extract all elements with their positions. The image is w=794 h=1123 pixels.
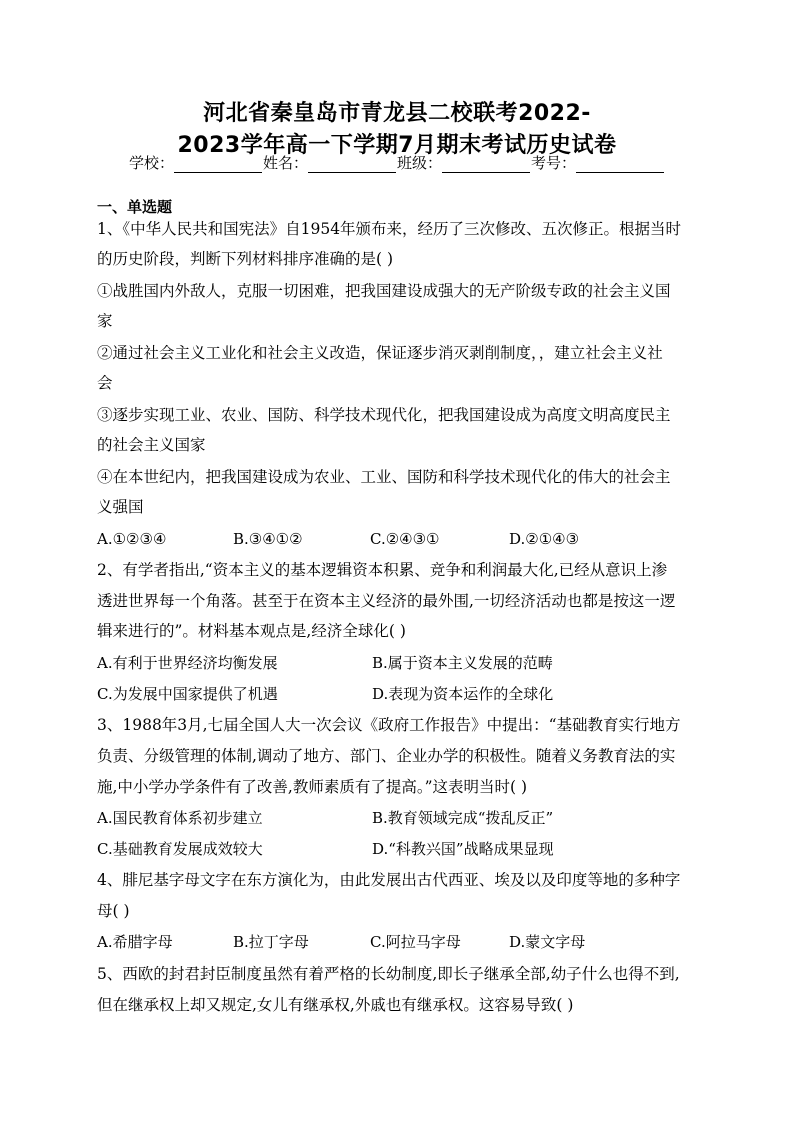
class-blank xyxy=(442,156,530,173)
question-3-option-a: A.国民教育体系初步建立 xyxy=(97,809,263,827)
question-1-line: ④在本世纪内，把我国建设成为农业、工业、国防和科学技术现代化的伟大的社会主 xyxy=(97,468,671,486)
question-3-line: 负责、分级管理的体制,调动了地方、部门、企业办学的积极性。随着义务教育法的实 xyxy=(97,747,676,765)
question-4-option-d: D.蒙文字母 xyxy=(509,933,586,951)
question-4-line: 母( ) xyxy=(97,902,130,920)
question-4-line: 4、腓尼基字母文字在东方演化为，由此发展出古代西亚、埃及以及印度等地的多种字 xyxy=(97,871,681,889)
question-1-line: 义强国 xyxy=(97,498,144,516)
student-info-row xyxy=(0,152,794,173)
question-3-option-b: B.教育领域完成“拨乱反正” xyxy=(372,809,554,827)
question-1-option-b: B.③④①② xyxy=(233,530,303,548)
exam-title-line-2: 2023学年高一下学期7月期末考试历史试卷 xyxy=(177,133,617,158)
question-1-option-a: A.①②③④ xyxy=(97,530,167,548)
exam-title-line-1: 河北省秦皇岛市青龙县二校联考2022- xyxy=(203,101,591,126)
exam-no-blank xyxy=(576,156,664,173)
question-4-option-a: A.希腊字母 xyxy=(97,933,173,951)
question-4-option-c: C.阿拉马字母 xyxy=(370,933,461,951)
question-4-option-b: B.拉丁字母 xyxy=(233,933,309,951)
question-3-option-c: C.基础教育发展成效较大 xyxy=(97,840,263,858)
class-label: 班级： xyxy=(397,154,443,172)
question-2-line: 辑来进行的”。材料基本观点是,经济全球化( ) xyxy=(97,622,406,640)
question-1-option-c: C.②④③① xyxy=(370,530,440,548)
school-label: 学校： xyxy=(128,154,174,172)
question-3-option-d: D.“科教兴国”战略成果显现 xyxy=(372,840,554,858)
question-2-line: 2、有学者指出,“资本主义的基本逻辑资本积累、竞争和利润最大化,已经从意识上渗 xyxy=(97,561,668,579)
question-2-option-a: A.有利于世界经济均衡发展 xyxy=(97,654,278,672)
question-2-option-c: C.为发展中国家提供了机遇 xyxy=(97,685,278,703)
question-1-line: ③逐步实现工业、农业、国防、科学技术现代化，把我国建设成为高度文明高度民主 xyxy=(97,406,671,424)
question-5-line: 但在继承权上却又规定,女儿有继承权,外戚也有继承权。这容易导致( ) xyxy=(97,996,574,1014)
question-3-line: 施,中小学办学条件有了改善,教师素质有了提高。”这表明当时( ) xyxy=(97,778,528,796)
question-2-option-b: B.属于资本主义发展的范畴 xyxy=(372,654,553,672)
question-1-line: ②通过社会主义工业化和社会主义改造，保证逐步消灭剥削制度，，建立社会主义社 xyxy=(97,344,663,362)
exam-no-label: 考号： xyxy=(531,154,577,172)
question-1-line: ①战胜国内外敌人，克服一切困难，把我国建设成强大的无产阶级专政的社会主义国 xyxy=(97,282,671,300)
question-1-line: 的历史阶段，判断下列材料排序准确的是( ) xyxy=(97,250,394,268)
question-1-line: 1、《中华人民共和国宪法》自1954年颁布来，经历了三次修改、五次修正。根据当时 xyxy=(97,220,682,238)
question-2-option-d: D.表现为资本运作的全球化 xyxy=(372,685,554,703)
section-title: 一、单选题 xyxy=(97,198,173,216)
question-1-option-d: D.②①④③ xyxy=(509,530,580,548)
question-3-line: 3、1988年3月,七届全国人大一次会议《政府工作报告》中提出：“基础教育实行地方 xyxy=(97,716,681,734)
question-2-line: 透进世界每一个角落。甚至于在资本主义经济的最外围,一切经济活动也都是按这一逻 xyxy=(97,592,676,610)
question-1-line: 家 xyxy=(97,312,113,330)
name-label: 姓名： xyxy=(262,154,308,172)
name-blank xyxy=(308,156,396,173)
question-5-line: 5、西欧的封君封臣制度虽然有着严格的长幼制度,即长子继承全部,幼子什么也得不到, xyxy=(97,965,680,983)
question-1-line: 的社会主义国家 xyxy=(97,436,206,454)
question-1-line: 会 xyxy=(97,374,113,392)
school-blank xyxy=(174,156,262,173)
